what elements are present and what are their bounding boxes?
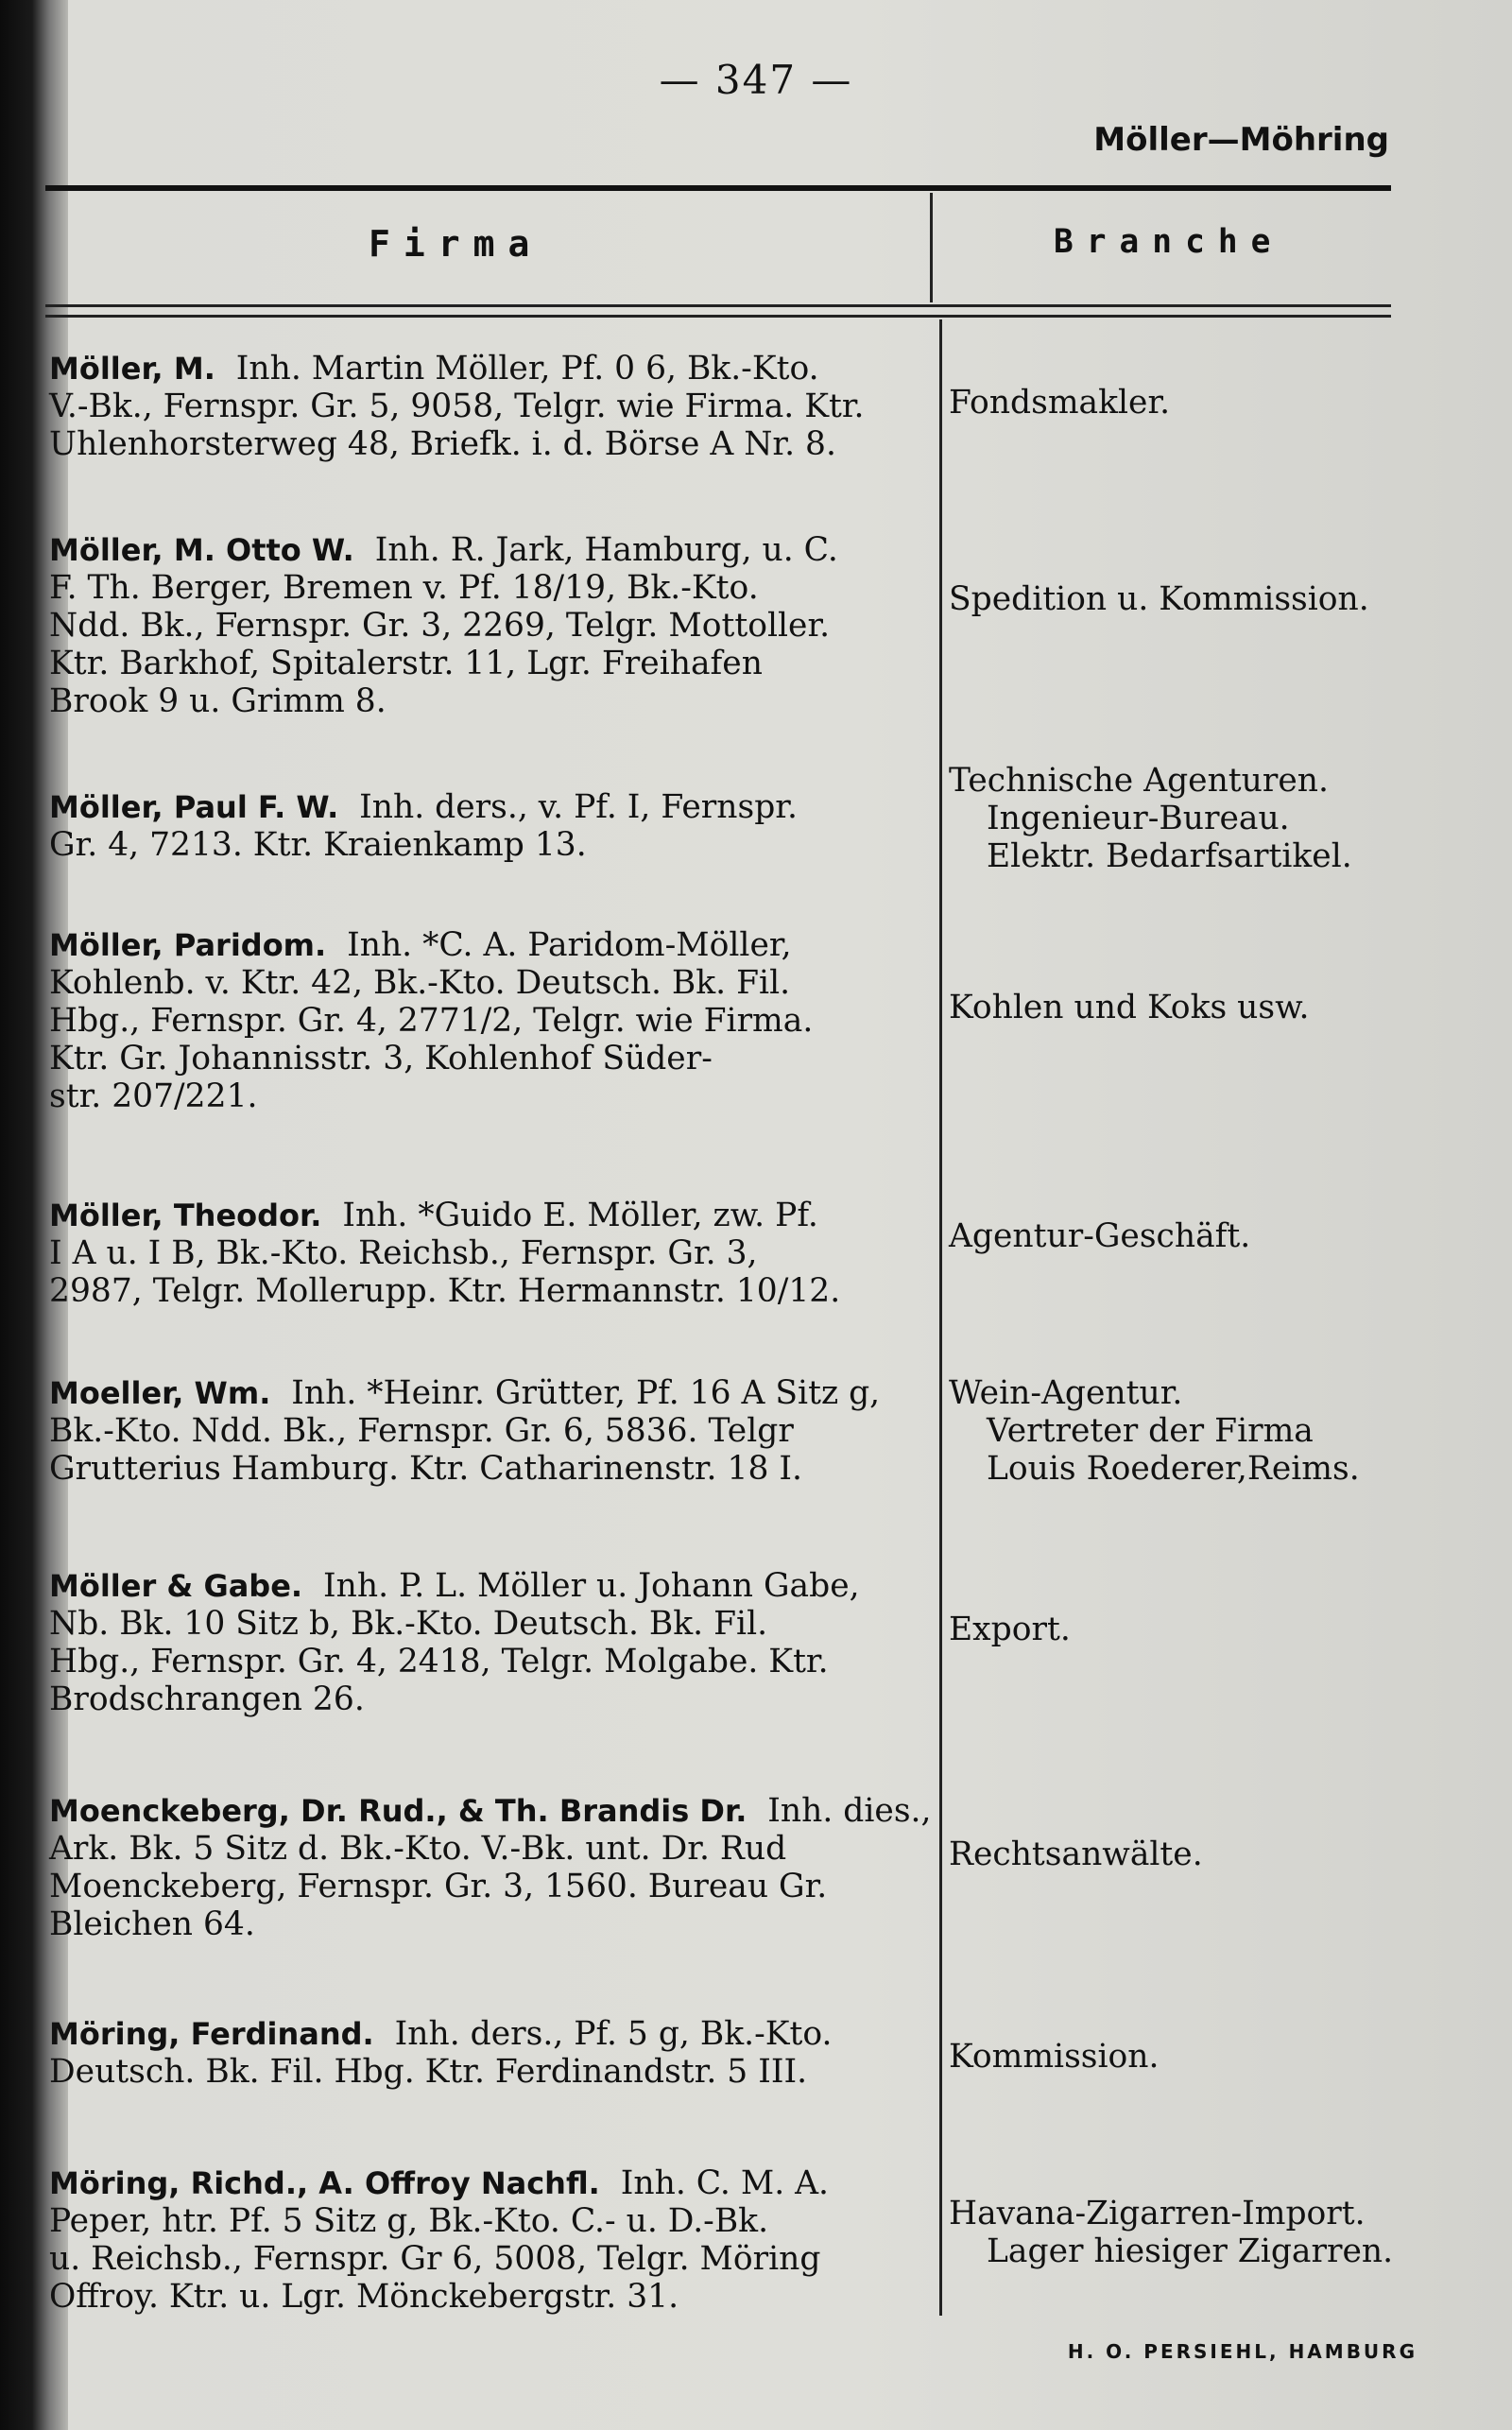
- branche-line: Kohlen und Koks usw.: [949, 989, 1310, 1026]
- entry-line: Inh. ders., v. Pf. I, Fernspr.: [359, 788, 798, 826]
- entry-line: Uhlenhorsterweg 48, Briefk. i. d. Börse A Nr. 8.: [49, 425, 836, 463]
- branche-line: Fondsmakler.: [949, 384, 1171, 422]
- entry-line: Hbg., Fernspr. Gr. 4, 2418, Telgr. Molgabe. Ktr.: [49, 1643, 829, 1680]
- firm-entry: [49, 1374, 928, 1488]
- entry-line: Inh. R. Jark, Hamburg, u. C.: [374, 531, 838, 569]
- column-divider-header: [930, 193, 933, 302]
- entry-line: Ktr. Barkhof, Spitalerstr. 11, Lgr. Freihafen: [49, 645, 763, 682]
- branche-entry: [949, 384, 1478, 422]
- entry-line: str. 207/221.: [49, 1077, 258, 1115]
- branche-entry: [949, 762, 1478, 875]
- firm-entry: [49, 350, 928, 463]
- branche-entry: [949, 1374, 1478, 1488]
- page-number: — 347 —: [659, 57, 853, 103]
- entry-line: F. Th. Berger, Bremen v. Pf. 18/19, Bk.-Kto.: [49, 569, 759, 607]
- double-rule-lower: [45, 315, 1391, 318]
- branche-line: Export.: [949, 1611, 1071, 1648]
- double-rule-upper: [45, 304, 1391, 307]
- firm-name: Moeller, Wm.: [49, 1375, 271, 1411]
- firm-entry: [49, 1567, 928, 1718]
- entry-line: Inh. *C. A. Paridom-Möller,: [347, 926, 792, 964]
- column-divider-body: [939, 319, 942, 2316]
- firm-entry: [49, 788, 928, 864]
- entry-line: Nb. Bk. 10 Sitz b, Bk.-Kto. Deutsch. Bk. Fil.: [49, 1605, 768, 1643]
- branche-line: Rechtsanwälte.: [949, 1835, 1203, 1873]
- column-header-branche: Branche: [1054, 223, 1284, 261]
- firm-name: Möller, M.: [49, 351, 215, 387]
- firm-name: Möller, Theodor.: [49, 1198, 322, 1233]
- entry-line: Inh. C. M. A.: [620, 2164, 830, 2202]
- entry-line: Gr. 4, 7213. Ktr. Kraienkamp 13.: [49, 826, 587, 864]
- branche-line: Spedition u. Kommission.: [949, 580, 1369, 618]
- branche-line: Agentur-Geschäft.: [949, 1217, 1251, 1255]
- firm-entry: [49, 1197, 928, 1310]
- entry-line: Deutsch. Bk. Fil. Hbg. Ktr. Ferdinandstr. 5 III.: [49, 2053, 808, 2091]
- firm-entry: [49, 531, 928, 720]
- entry-line: Inh. *Guido E. Möller, zw. Pf.: [342, 1197, 818, 1234]
- firm-entry: [49, 926, 928, 1115]
- header-rule: [45, 185, 1391, 191]
- entry-line: V.-Bk., Fernspr. Gr. 5, 9058, Telgr. wie Firma. Ktr.: [49, 388, 865, 425]
- entry-line: Inh. Martin Möller, Pf. 0 6, Bk.-Kto.: [235, 350, 819, 388]
- entry-line: Ndd. Bk., Fernspr. Gr. 3, 2269, Telgr. Mottoller.: [49, 607, 831, 645]
- branche-line: Elektr. Bedarfsartikel.: [987, 837, 1352, 875]
- entry-line: Hbg., Fernspr. Gr. 4, 2771/2, Telgr. wie Firma.: [49, 1002, 814, 1040]
- branche-line: Havana-Zigarren-Import.: [949, 2195, 1366, 2232]
- entry-line: Moenckeberg, Fernspr. Gr. 3, 1560. Bureau Gr.: [49, 1868, 828, 1905]
- firm-name: Moenckeberg, Dr. Rud., & Th. Brandis Dr.: [49, 1793, 747, 1829]
- entry-line: Inh. P. L. Möller u. Johann Gabe,: [323, 1567, 860, 1605]
- printer-imprint: H. O. PERSIEHL, HAMBURG: [1067, 2340, 1418, 2363]
- branche-line: Technische Agenturen.: [949, 762, 1329, 800]
- entry-line: Inh. dies.,: [767, 1792, 932, 1830]
- branche-entry: [949, 2038, 1478, 2076]
- branche-entry: [949, 1217, 1478, 1255]
- entry-line: Ark. Bk. 5 Sitz d. Bk.-Kto. V.-Bk. unt. Dr. Rud: [49, 1830, 787, 1868]
- branche-entry: [949, 1611, 1478, 1648]
- entry-line: Bk.-Kto. Ndd. Bk., Fernspr. Gr. 6, 5836. Telgr: [49, 1412, 794, 1450]
- entry-line: Grutterius Hamburg. Ktr. Catharinenstr. 18 I.: [49, 1450, 802, 1488]
- branche-line: Ingenieur-Bureau.: [987, 800, 1290, 837]
- entry-line: Kohlenb. v. Ktr. 42, Bk.-Kto. Deutsch. Bk. Fil.: [49, 964, 791, 1002]
- entry-line: I A u. I B, Bk.-Kto. Reichsb., Fernspr. Gr. 3,: [49, 1234, 758, 1272]
- branche-entry: [949, 2195, 1478, 2270]
- firm-entry: [49, 2015, 928, 2091]
- entry-line: Inh. ders., Pf. 5 g, Bk.-Kto.: [394, 2015, 833, 2053]
- entry-line: Inh. *Heinr. Grütter, Pf. 16 A Sitz g,: [291, 1374, 881, 1412]
- firm-name: Möller, Paridom.: [49, 927, 327, 963]
- entry-line: Offroy. Ktr. u. Lgr. Mönckebergstr. 31.: [49, 2278, 679, 2316]
- entry-line: u. Reichsb., Fernspr. Gr 6, 5008, Telgr. Möring: [49, 2240, 821, 2278]
- entry-line: Ktr. Gr. Johannisstr. 3, Kohlenhof Süder-: [49, 1040, 713, 1077]
- entry-line: 2987, Telgr. Mollerupp. Ktr. Hermannstr. 10/12.: [49, 1272, 841, 1310]
- branche-entry: [949, 1835, 1478, 1873]
- firm-name: Möller & Gabe.: [49, 1568, 303, 1604]
- firm-entry: [49, 2164, 928, 2316]
- branche-line: Wein-Agentur.: [949, 1374, 1183, 1412]
- branche-line: Louis Roederer,Reims.: [987, 1450, 1360, 1488]
- branche-line: Kommission.: [949, 2038, 1160, 2076]
- entry-line: Brodschrangen 26.: [49, 1680, 365, 1718]
- entry-line: Brook 9 u. Grimm 8.: [49, 682, 387, 720]
- firm-name: Möller, M. Otto W.: [49, 532, 354, 568]
- branche-entry: [949, 989, 1478, 1026]
- firm-name: Möring, Richd., A. Offroy Nachfl.: [49, 2165, 600, 2201]
- entry-line: Bleichen 64.: [49, 1905, 255, 1943]
- branche-line: Vertreter der Firma: [987, 1412, 1314, 1450]
- branche-entry: [949, 580, 1478, 618]
- firm-entry: [49, 1792, 932, 1943]
- running-head: Möller—Möhring: [1093, 121, 1389, 159]
- column-header-firma: Firma: [369, 223, 543, 265]
- firm-name: Möller, Paul F. W.: [49, 789, 339, 825]
- firm-name: Möring, Ferdinand.: [49, 2016, 374, 2052]
- entry-line: Peper, htr. Pf. 5 Sitz g, Bk.-Kto. C.- u. D.-Bk.: [49, 2202, 769, 2240]
- branche-line: Lager hiesiger Zigarren.: [987, 2232, 1394, 2270]
